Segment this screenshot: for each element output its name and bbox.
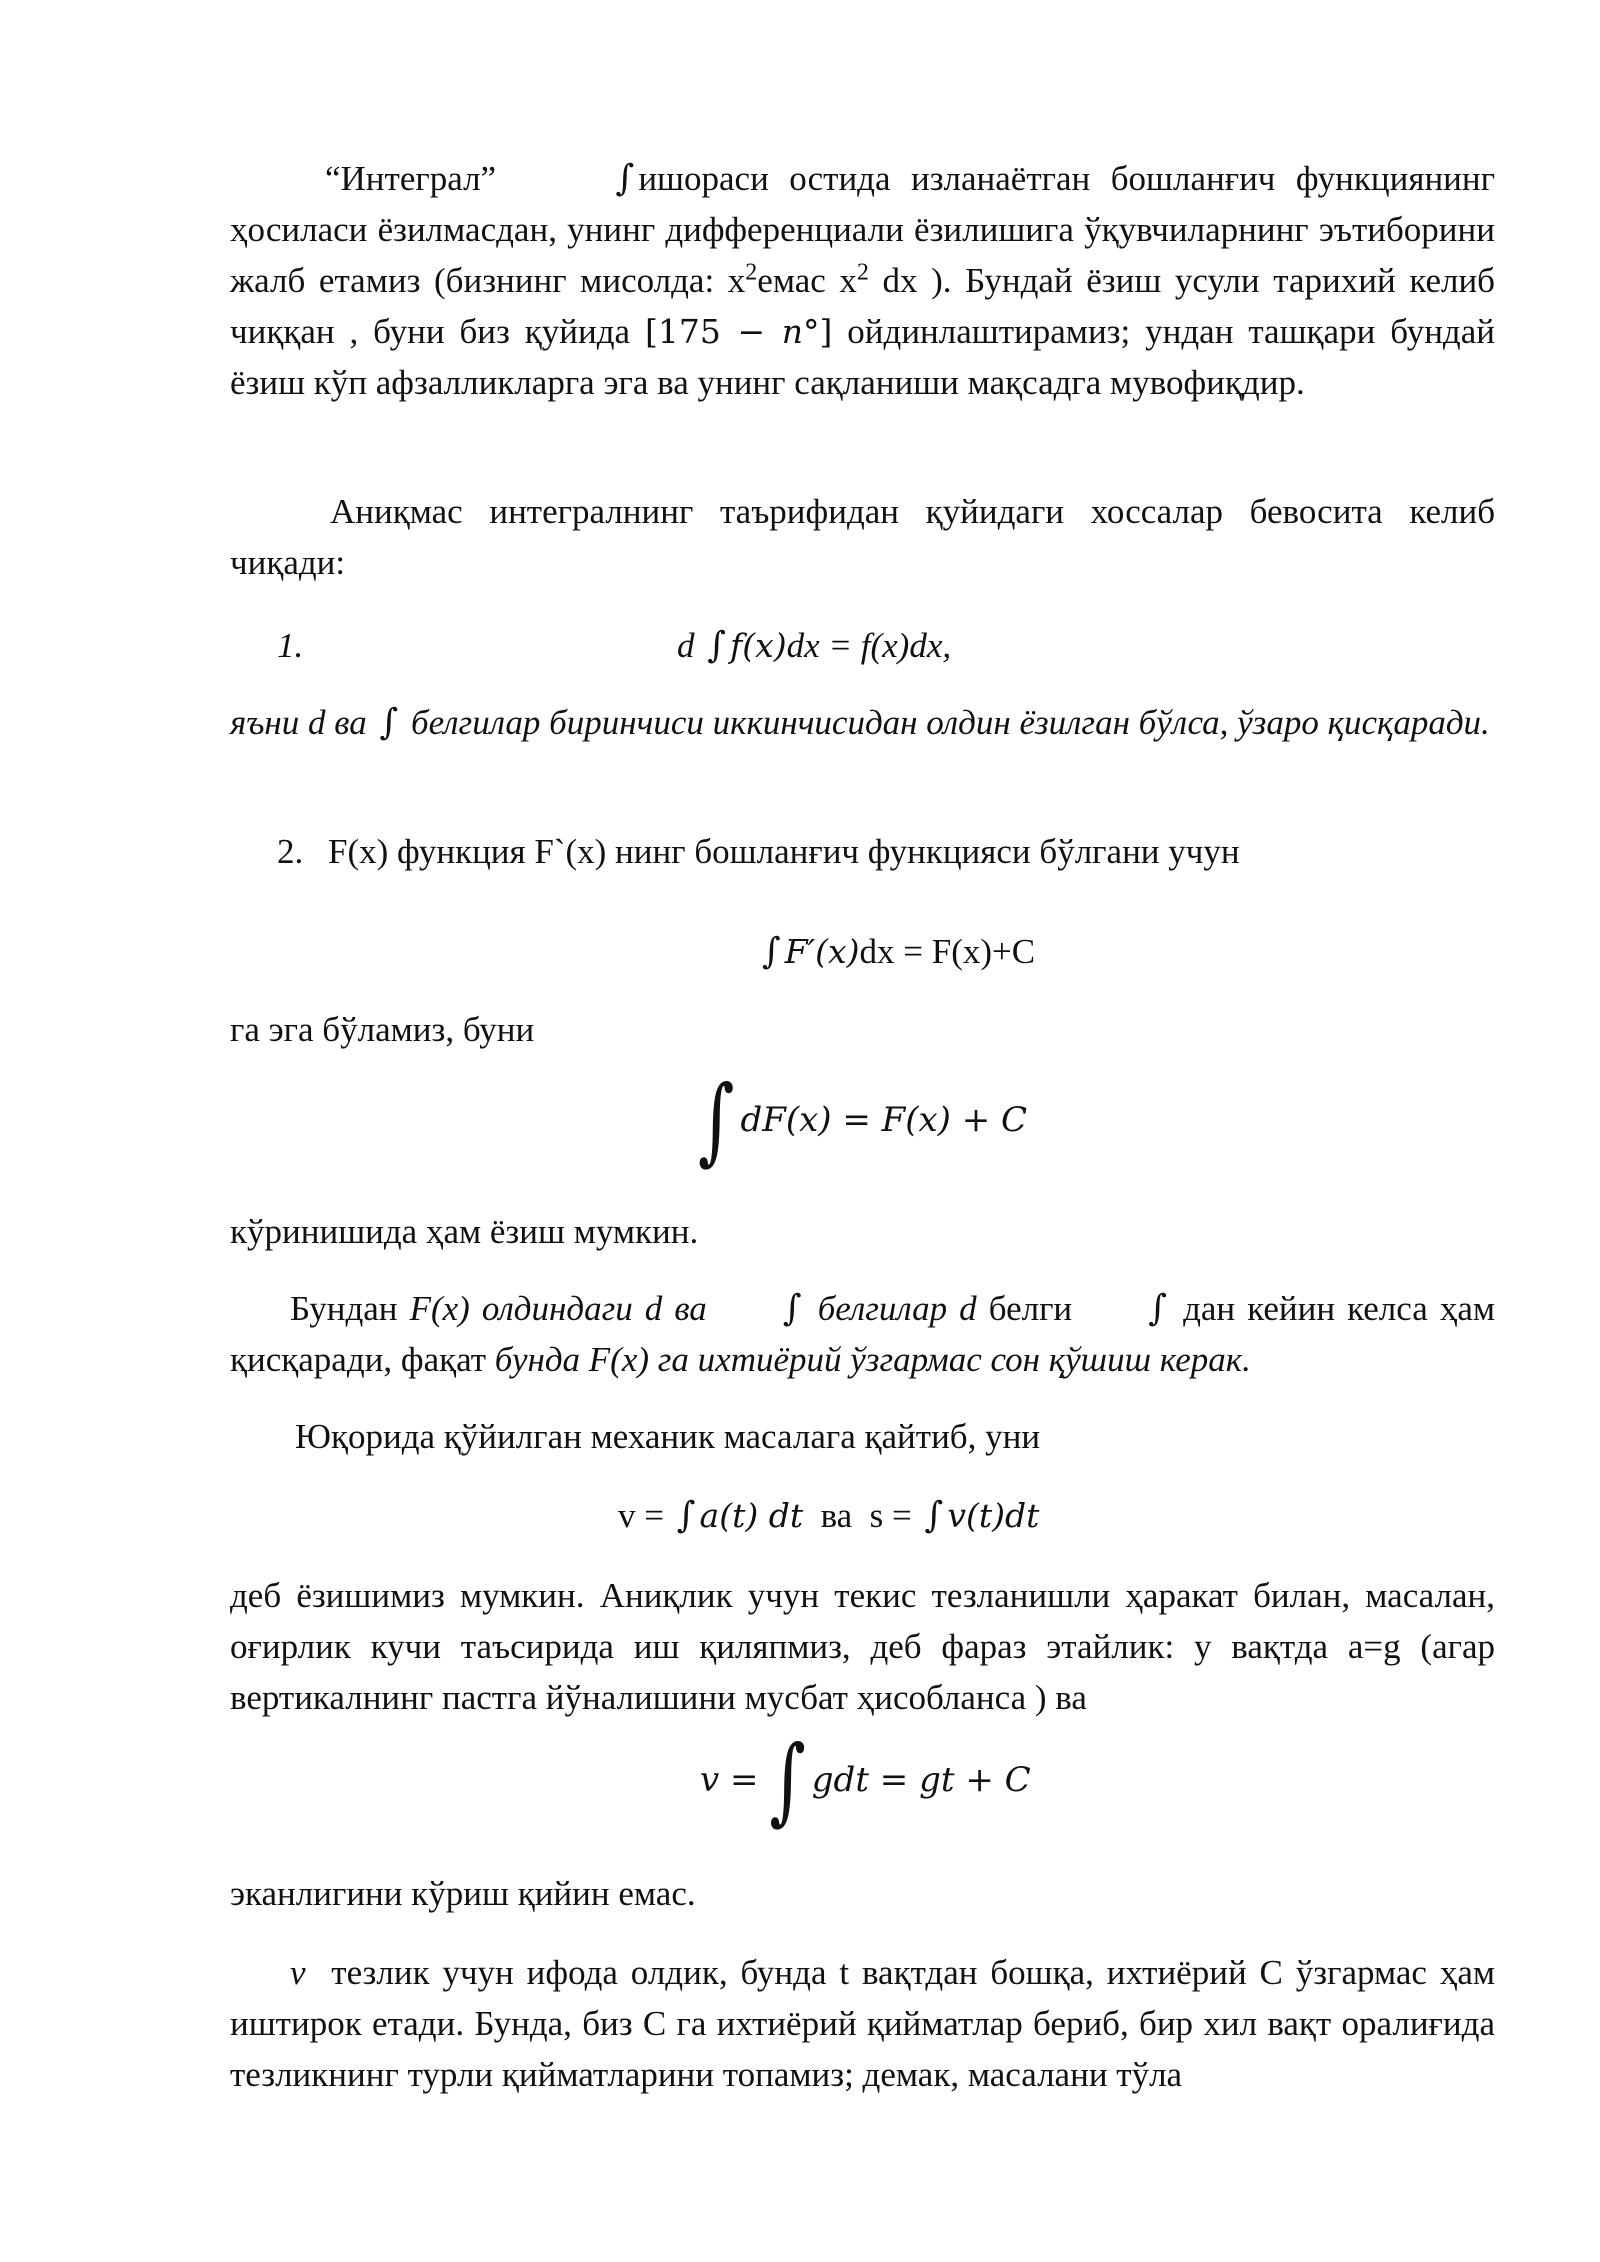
paragraph-mechanics: Юқорида қўйилган механик масалага қайтиб, уни xyxy=(295,1417,1041,1456)
formula-4 xyxy=(230,1490,1495,1541)
text-italic: белгилар d xyxy=(805,1289,977,1328)
formula-3 xyxy=(230,1064,1495,1185)
math-lhs: 𝑣 = xyxy=(700,1760,770,1800)
integral-sign-icon: ∫ xyxy=(379,702,399,743)
property-1 xyxy=(230,620,1495,671)
math-at: 𝑎(𝑡) 𝑑𝑡 xyxy=(699,1496,804,1535)
integral-sign-icon: ∫ xyxy=(698,1064,735,1176)
text: ойдинлаштирамиз; ундан ташқари бундай ёзиш кўп афзалликларга эга ва унинг сақланиши мақсадга мувофиқдир. xyxy=(230,312,1495,402)
text: емас xyxy=(757,261,840,300)
math-v: v xyxy=(290,1953,306,1992)
math-v: v = xyxy=(618,1496,673,1535)
integral-sign-icon: ∫ xyxy=(615,158,635,199)
text-italic: бунда F(x) га ихтиёрий ўзгармас сон қўшиш керак. xyxy=(494,1340,1251,1379)
paragraph-conclusion xyxy=(230,1283,1495,1385)
paragraph-integral-notation xyxy=(230,153,1495,408)
math-dx: dx xyxy=(868,261,918,300)
text: ва s = xyxy=(803,1496,921,1535)
formula-rest: dx = F(x)+C xyxy=(859,932,1036,971)
paragraph-can-write: кўринишида ҳам ёзиш мумкин. xyxy=(230,1212,699,1251)
math-x: x xyxy=(727,261,746,300)
integral-sign-icon: ∫ xyxy=(1148,1288,1167,1329)
math-rhs: 𝑔𝑑𝑡 = 𝑔𝑡 + 𝐶 xyxy=(811,1760,1031,1800)
formula-1 xyxy=(677,620,951,671)
item-number: 1. xyxy=(277,626,304,665)
text: фақат xyxy=(392,1340,495,1379)
formula-3-content xyxy=(698,1064,1028,1176)
formula-2-content xyxy=(758,926,1035,977)
text: белги xyxy=(976,1289,1085,1328)
integral-sign-icon: ∫ xyxy=(676,1495,696,1536)
property-2 xyxy=(230,826,1495,877)
item-number: 2. xyxy=(277,832,304,871)
text: дан кейин келса ҳам қисқаради, xyxy=(230,1289,1496,1379)
reference: [175 − 𝑛°] xyxy=(644,312,833,351)
text: “Интеграл” xyxy=(325,159,497,198)
text: ). Бундай ёзиш усули тарихий келиб чиққан , буни биз қуйида xyxy=(230,261,1495,351)
text: белгилар биринчиси иккинчисидан олдин ёзилган бўлса, ўзаро қисқаради. xyxy=(402,703,1490,742)
paragraph-velocity xyxy=(230,1947,1504,2100)
math-vt: 𝑣(𝑡)𝑑𝑡 xyxy=(947,1496,1040,1535)
math-x: x xyxy=(839,261,857,300)
formula-5 xyxy=(230,1724,1495,1845)
superscript: 2 xyxy=(856,259,869,286)
integral-sign-icon: ∫ xyxy=(924,1495,944,1536)
integral-sign-icon: ∫ xyxy=(707,625,727,666)
item-text: F(x) функция F`(x) нинг бошланғич функцияси бўлгани учун xyxy=(328,832,1240,871)
formula-4-content xyxy=(618,1490,1039,1541)
text: Бундан xyxy=(290,1289,410,1328)
formula-2 xyxy=(230,926,1495,977)
paragraph-acceleration: деб ёзишимиз мумкин. Аниқлик учун текис тезланишли ҳаракат билан, масалан, оғирлик кучи таъсирида иш қиляпмиз, деб фараз этайлик: у вақтда a=g (агар вертикалнинг пастга йўналишини мусбат ҳисобланса ) ва xyxy=(230,1576,1495,1717)
text: яъни d ва xyxy=(230,703,376,742)
text: тезлик учун ифода олдик, бунда t вақтдан бошқа, ихтиёрий C ўзгармас ҳам иштирок етади. Бунда, биз C га ихтиёрий қийматлар бериб, бир хил вақт оралиғида тезликнинг турли қийматларини топамиз; демак, масалани тўла xyxy=(230,1953,1504,2094)
paragraph-cancellation xyxy=(230,697,1495,748)
integral-sign-icon: ∫ xyxy=(769,1724,806,1836)
paragraph-easy-see: эканлигини кўриш қийин емас. xyxy=(230,1874,696,1913)
formula-5-content xyxy=(700,1724,1031,1836)
formula-expression: 𝑑𝐹(𝑥) = 𝐹(𝑥) + 𝐶 xyxy=(740,1100,1028,1140)
paragraph-we-get: га эга бўламиз, буни xyxy=(230,1010,535,1049)
math-fprime: 𝐹′(𝑥) xyxy=(784,932,860,971)
paragraph-properties-intro: Аниқмас интегралнинг таърифидан қуйидаги хоссалар бевосита келиб чиқади: xyxy=(230,492,1495,582)
integral-sign-icon: ∫ xyxy=(762,931,781,972)
superscript: 2 xyxy=(745,259,758,286)
integral-sign-icon: ∫ xyxy=(782,1288,802,1329)
formula-rest: dx = f(x)dx, xyxy=(786,626,952,665)
text: ишораси остида изланаётган бошланғич функциянинг ҳосиласи ёзилмасдан, унинг дифференциали ёзилишига ўқувчиларнинг эътиборини жалб етамиз (бизнинг мисолда: xyxy=(230,159,1496,300)
text-italic: F(x) олдиндаги d ва xyxy=(409,1289,719,1328)
math-d: d xyxy=(677,626,704,665)
math-fx: 𝑓(𝑥) xyxy=(730,626,787,665)
